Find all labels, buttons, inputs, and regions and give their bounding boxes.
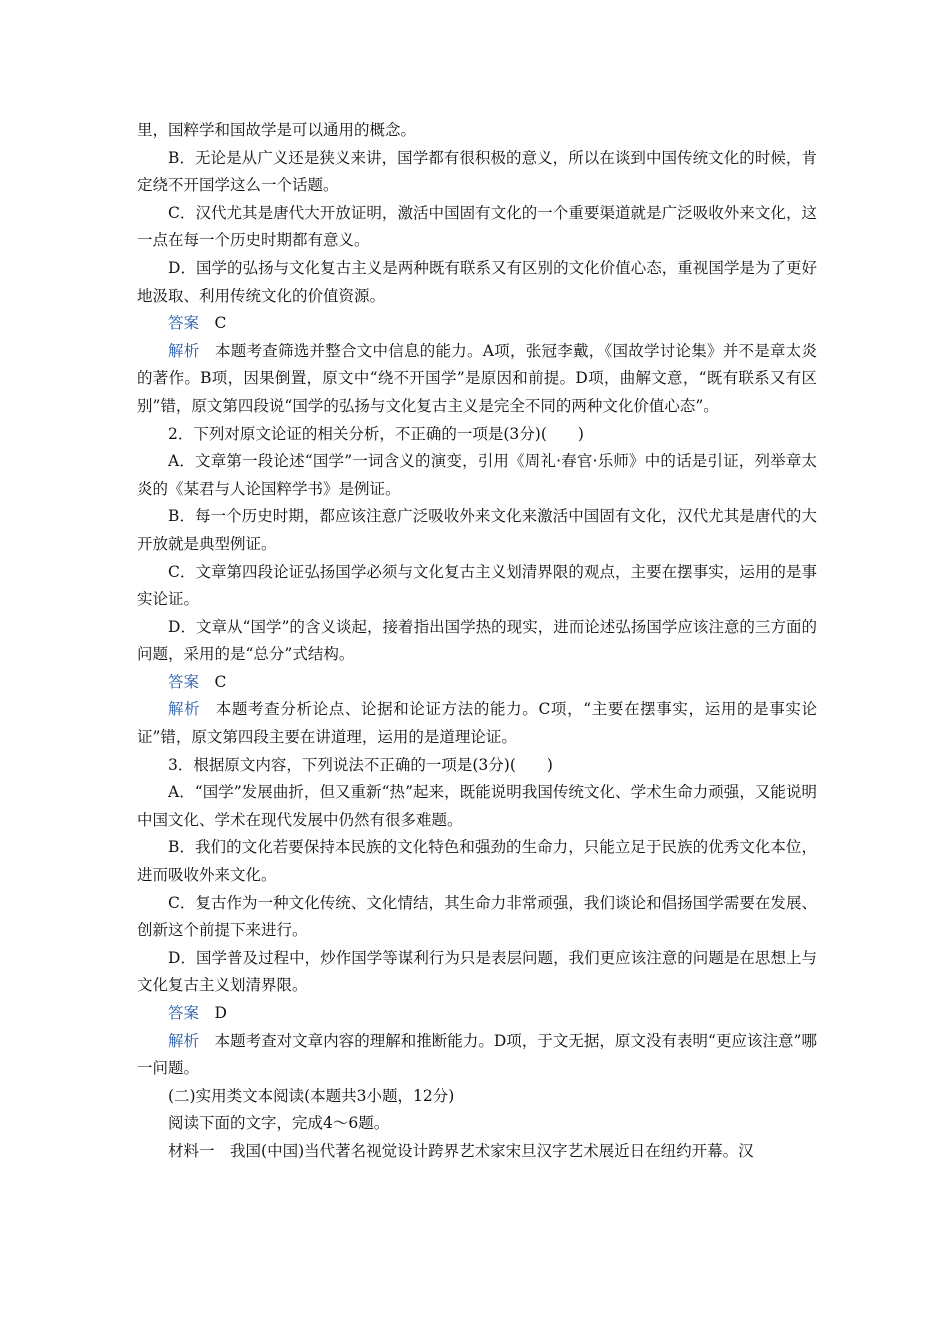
q2-stem: 2．下列对原文论证的相关分析，不正确的一项是(3分)( )	[168, 424, 584, 443]
q3-option-d: D．国学普及过程中，炒作国学等谋利行为只是表层问题，我们更应该注意的问题是在思想上与文化复古主义划清界限。	[137, 948, 817, 995]
answer-value: D	[214, 1004, 227, 1022]
analysis-label: 解析	[168, 341, 200, 360]
analysis-text: 本题考查分析论点、论据和论证方法的能力。C项，“主要在摆事实，运用的是事实论证”错，原文第四段主要在讲道理，运用的是道理论证。	[137, 700, 817, 747]
q1-option-a-continuation: 里，国粹学和国故学是可以通用的概念。	[137, 121, 417, 139]
q1-analysis	[137, 338, 817, 421]
q3-option-a: A．“国学”发展曲折，但又重新“热”起来，既能说明我国传统文化、学术生命力顽强，又能说明中国文化、学术在现代发展中仍然有很多难题。	[137, 783, 817, 829]
q1-option-d: D．国学的弘扬与文化复古主义是两种既有联系又有区别的文化价值心态，重视国学是为了更好地汲取、利用传统文化的价值资源。	[137, 258, 817, 305]
q1-option-b: B．无论是从广义还是狭义来讲，国学都有很积极的意义，所以在谈到中国传统文化的时候，肯定绕不开国学这么一个话题。	[137, 148, 817, 195]
answer-label: 答案	[168, 672, 200, 691]
q2-option-c: C．文章第四段论证弘扬国学必须与文化复古主义划清界限的观点，主要在摆事实，运用的是事实论证。	[137, 562, 817, 609]
q3-answer	[137, 1000, 817, 1028]
q3-option-c: C．复古作为一种文化传统、文化情结，其生命力非常顽强，我们谈论和倡扬国学需要在发展、创新这个前提下来进行。	[137, 893, 817, 940]
q3-analysis	[137, 1028, 817, 1083]
q3-option-b: B．我们的文化若要保持本民族的文化特色和强劲的生命力，只能立足于民族的优秀文化本位，进而吸收外来文化。	[137, 838, 817, 885]
material-text: 我国(中国)当代著名视觉设计跨界艺术家宋旦汉字艺术展近日在纽约开幕。汉	[230, 1141, 754, 1160]
section-instruction: 阅读下面的文字，完成4～6题。	[168, 1114, 390, 1133]
analysis-label: 解析	[168, 700, 201, 719]
answer-value: C	[214, 672, 227, 691]
answer-value: C	[214, 314, 227, 333]
q1-option-c: C．汉代尤其是唐代大开放证明，激活中国固有文化的一个重要渠道就是广泛吸收外来文化，这一点在每一个历史时期都有意义。	[137, 203, 817, 250]
answer-label: 答案	[168, 1004, 200, 1022]
q2-analysis	[137, 696, 817, 751]
q1-answer	[137, 310, 817, 338]
section-heading: (二)实用类文本阅读(本题共3小题，12分)	[168, 1086, 455, 1105]
answer-label: 答案	[168, 314, 200, 333]
q2-option-b: B．每一个历史时期，都应该注意广泛吸收外来文化来激活中国固有文化，汉代尤其是唐代的大开放就是典型例证。	[137, 507, 817, 553]
document-page	[137, 117, 817, 1166]
material-label: 材料一	[168, 1141, 215, 1160]
analysis-label: 解析	[168, 1031, 200, 1050]
q3-stem: 3．根据原文内容，下列说法不正确的一项是(3分)( )	[168, 755, 553, 774]
analysis-text: 本题考查对文章内容的理解和推断能力。D项，于文无据，原文没有表明“更应该注意”哪一问题。	[137, 1031, 817, 1078]
material-one	[137, 1138, 817, 1166]
q2-option-d: D．文章从“国学”的含义谈起，接着指出国学热的现实，进而论述弘扬国学应该注意的三方面的问题，采用的是“总分”式结构。	[137, 617, 817, 664]
analysis-text: 本题考查筛选并整合文中信息的能力。A项，张冠李戴，《国故学讨论集》并不是章太炎的著作。B项，因果倒置，原文中“绕不开国学”是原因和前提。D项，曲解文意，“既有联系又有区别”错，原文第四段说“国学的弘扬与文化复古主义是完全不同的两种文化价值心态”。	[137, 341, 817, 415]
q2-answer	[137, 669, 817, 697]
q2-option-a: A．文章第一段论述“国学”一词含义的演变，引用《周礼·春官·乐师》中的话是引证，列举章太炎的《某君与人论国粹学书》是例证。	[137, 452, 817, 498]
